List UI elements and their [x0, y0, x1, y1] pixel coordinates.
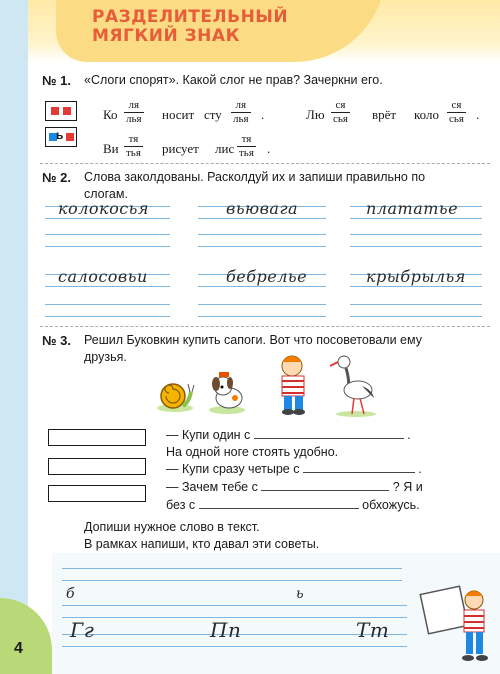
snail-illustration	[155, 372, 195, 414]
enchanted-word: крыбрылья	[366, 267, 466, 286]
task-2-number: № 2.	[42, 170, 71, 185]
left-margin-band	[0, 0, 28, 674]
page-number: 4	[14, 640, 23, 657]
scheme-box-soft-sign	[45, 127, 77, 147]
syllable-choice[interactable]: тя тья	[126, 133, 141, 159]
syllable-prefix: Ви	[103, 141, 119, 156]
soft-sign-letter: ь	[56, 128, 64, 142]
writing-line	[198, 316, 326, 317]
writing-line	[45, 316, 170, 317]
consonant-red-square-icon	[63, 107, 71, 115]
writing-line	[350, 286, 482, 287]
syllable-choice[interactable]: ся сья	[449, 99, 464, 125]
syllable-choice[interactable]: ля лья	[233, 99, 249, 125]
stork-illustration	[330, 352, 380, 418]
page-title: РАЗДЕЛИТЕЛЬНЫЙ МЯГКИЙ ЗНАК	[92, 7, 289, 46]
writing-line	[350, 246, 482, 247]
copybook-letter-pair: Гг	[70, 618, 95, 642]
verb: врёт	[372, 107, 397, 122]
copybook-letter-pair: Тт	[356, 618, 390, 642]
copybook-line	[62, 568, 402, 569]
page-corner	[0, 598, 52, 674]
workbook-page: РАЗДЕЛИТЕЛЬНЫЙ МЯГКИЙ ЗНАК № 1. «Слоги спорят». Какой слог не прав? Зачеркни его. ь Ко ля лья носит сту ля лья . Лю ся сья врёт коло ся сья . Ви тя тья рисует лис тя тья . № 2. Слова заколдованы. Расколдуй их и запиши правильно по слогам. колокосья вьювага плататье салосовьи бебрелье крыбрылья № 3. Решил Буковкин купить сапоги. Вот что посоветовали ему друзья. — Купи один с . На одной ноге стоять удобно. — Купи сразу четыре с . — Зачем тебе с ? Я и без с обхожусь. Допиши нужное слово в текст. В рамках напиши, кто давал эти советы. 4 б ь Гг Пп Тт	[0, 0, 500, 674]
syllable-choice[interactable]: ля лья	[126, 99, 142, 125]
consonant-red-square-icon	[51, 107, 59, 115]
copybook-line	[62, 580, 402, 581]
writing-line	[45, 234, 170, 235]
writing-line	[350, 218, 482, 219]
task-3-instructions: Допиши нужное слово в текст. В рамках напиши, кто давал эти советы.	[84, 520, 320, 551]
dialogue-line-3: — Купи сразу четыре с .	[166, 462, 422, 476]
section-divider	[40, 163, 490, 164]
answer-blank-4[interactable]	[199, 497, 359, 509]
copybook-line	[62, 646, 407, 647]
writing-line	[350, 316, 482, 317]
task-3-number: № 3.	[42, 333, 71, 348]
syllable-prefix: Ко	[103, 107, 118, 122]
enchanted-word: салосовьи	[58, 267, 148, 286]
task-2-text: Слова заколдованы. Расколдуй их и запиши правильно по слогам.	[84, 170, 426, 201]
writing-line	[198, 234, 326, 235]
writing-line	[45, 218, 170, 219]
enchanted-word: бебрелье	[226, 267, 308, 286]
writing-line	[350, 234, 482, 235]
writing-line	[350, 304, 482, 305]
writing-line	[198, 246, 326, 247]
syllable-choice[interactable]: ся сья	[333, 99, 348, 125]
writing-line	[198, 304, 326, 305]
puppy-illustration	[205, 368, 249, 414]
writing-line	[45, 304, 170, 305]
advice-author-box-3[interactable]	[48, 485, 146, 502]
enchanted-word: вьювага	[226, 199, 299, 218]
writing-line	[198, 286, 326, 287]
syllable-prefix: лис	[215, 141, 235, 156]
dialogue-line-4: — Зачем тебе с ? Я и	[166, 480, 423, 494]
copybook-letter: ь	[296, 586, 305, 602]
dialogue-line-1: — Купи один с .	[166, 428, 411, 442]
syllable-prefix: Лю	[306, 107, 325, 122]
copybook-letter-pair: Пп	[210, 618, 242, 642]
syllable-prefix: коло	[414, 107, 439, 122]
dialogue-line-5: без с обхожусь.	[166, 498, 420, 512]
copybook-line	[62, 605, 407, 606]
answer-blank-2[interactable]	[303, 461, 415, 473]
boy-buckovkin-illustration	[270, 352, 318, 418]
answer-blank-3[interactable]	[261, 479, 389, 491]
syllable-prefix: сту	[204, 107, 222, 122]
scheme-box-plain	[45, 101, 77, 121]
writing-line	[45, 246, 170, 247]
vowel-red-square-icon	[66, 133, 74, 141]
task-1-text: «Слоги спорят». Какой слог не прав? Зачеркни его.	[84, 73, 383, 87]
writing-line	[198, 218, 326, 219]
section-divider	[40, 326, 490, 327]
answer-blank-1[interactable]	[254, 427, 404, 439]
boy-with-sign-illustration	[408, 578, 496, 672]
enchanted-word: колокосья	[58, 199, 149, 218]
enchanted-word: плататье	[366, 199, 459, 218]
advice-author-box-1[interactable]	[48, 429, 146, 446]
dialogue-line-2: На одной ноге стоять удобно.	[166, 445, 339, 459]
task-1-number: № 1.	[42, 73, 71, 88]
verb: носит	[162, 107, 195, 122]
advice-author-box-2[interactable]	[48, 458, 146, 475]
verb: рисует	[162, 141, 199, 156]
syllable-choice[interactable]: тя тья	[239, 133, 254, 159]
copybook-letter: б	[66, 586, 76, 602]
writing-line	[45, 286, 170, 287]
task-3-text: Решил Буковкин купить сапоги. Вот что посоветовали ему друзья.	[84, 333, 422, 364]
